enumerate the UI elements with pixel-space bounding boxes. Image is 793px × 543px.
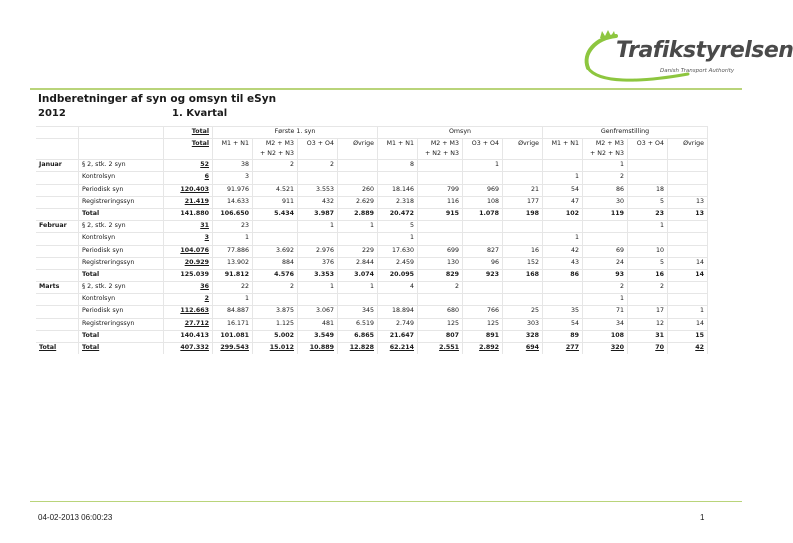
- header-group-genfremstilling: Genfremstilling: [543, 127, 708, 139]
- value-cell: 1: [543, 172, 583, 184]
- value-cell: 3.875: [253, 306, 298, 318]
- value-cell: 31: [628, 330, 668, 342]
- grand-total-cell[interactable]: 277: [543, 343, 583, 355]
- row-total[interactable]: 27.712: [164, 318, 213, 330]
- value-cell: 4.576: [253, 269, 298, 281]
- header-row-columns: [36, 139, 708, 160]
- value-cell: 915: [418, 208, 463, 220]
- value-cell: 21.647: [378, 330, 418, 342]
- trafikstyrelsen-logo: [578, 28, 793, 88]
- value-cell: [543, 221, 583, 233]
- value-cell: 5.002: [253, 330, 298, 342]
- value-cell: 1: [338, 221, 378, 233]
- value-cell: 3: [213, 172, 253, 184]
- value-cell: 5: [378, 221, 418, 233]
- value-cell: [298, 233, 338, 245]
- value-cell: 106.650: [213, 208, 253, 220]
- value-cell: [668, 160, 708, 172]
- row-total[interactable]: 3: [164, 233, 213, 245]
- header-group-omsyn: Omsyn: [378, 127, 543, 139]
- value-cell: 303: [503, 318, 543, 330]
- value-cell: 21: [503, 184, 543, 196]
- value-cell: 2: [583, 172, 628, 184]
- value-cell: 13: [668, 208, 708, 220]
- row-total[interactable]: 21.419: [164, 196, 213, 208]
- value-cell: [418, 294, 463, 306]
- value-cell: 2.629: [338, 196, 378, 208]
- value-cell: 18.894: [378, 306, 418, 318]
- subheader-ovrige: Øvrige: [668, 139, 708, 160]
- row-label: Periodisk syn: [79, 245, 164, 257]
- value-cell: [338, 172, 378, 184]
- value-cell: 345: [338, 306, 378, 318]
- value-cell: [668, 294, 708, 306]
- table-row: [36, 172, 708, 184]
- value-cell: 3.074: [338, 269, 378, 281]
- report-year: 2012: [38, 108, 66, 119]
- value-cell: [253, 294, 298, 306]
- value-cell: 71: [583, 306, 628, 318]
- value-cell: 108: [583, 330, 628, 342]
- value-cell: 15: [668, 330, 708, 342]
- value-cell: 5: [628, 257, 668, 269]
- value-cell: 54: [543, 184, 583, 196]
- value-cell: 54: [543, 318, 583, 330]
- subheader-line: + N2 + N3: [590, 150, 624, 158]
- value-cell: 1: [298, 221, 338, 233]
- row-label: Total: [79, 208, 164, 220]
- row-label: Kontrolsyn: [79, 172, 164, 184]
- value-cell: 30: [583, 196, 628, 208]
- value-cell: 2: [418, 282, 463, 294]
- row-total[interactable]: 2: [164, 294, 213, 306]
- value-cell: 3.987: [298, 208, 338, 220]
- value-cell: 12: [628, 318, 668, 330]
- subheader-ovrige: Øvrige: [503, 139, 543, 160]
- value-cell: 6.865: [338, 330, 378, 342]
- subheader-m1n1: M1 + N1: [378, 139, 418, 160]
- value-cell: 14: [668, 318, 708, 330]
- table-row: [36, 184, 708, 196]
- value-cell: [418, 160, 463, 172]
- document-title: Indberetninger af syn og omsyn til eSyn: [38, 93, 277, 105]
- value-cell: [583, 233, 628, 245]
- value-cell: 260: [338, 184, 378, 196]
- value-cell: 42: [543, 245, 583, 257]
- grand-total-cell[interactable]: 70: [628, 343, 668, 355]
- value-cell: 77.886: [213, 245, 253, 257]
- value-cell: [338, 160, 378, 172]
- value-cell: 1.078: [463, 208, 503, 220]
- value-cell: 8: [378, 160, 418, 172]
- value-cell: [503, 160, 543, 172]
- value-cell: [463, 294, 503, 306]
- value-cell: 130: [418, 257, 463, 269]
- value-cell: 1: [213, 233, 253, 245]
- value-cell: 17: [628, 306, 668, 318]
- value-cell: 699: [418, 245, 463, 257]
- row-label: Registreringssyn: [79, 257, 164, 269]
- value-cell: 116: [418, 196, 463, 208]
- table-row: [36, 245, 708, 257]
- logo-name: Trafikstyrelsen: [616, 38, 793, 63]
- table-row: [36, 221, 708, 233]
- value-cell: 69: [583, 245, 628, 257]
- grand-total-cell[interactable]: 2.551: [418, 343, 463, 355]
- value-cell: 4: [378, 282, 418, 294]
- value-cell: 799: [418, 184, 463, 196]
- table-row: [36, 196, 708, 208]
- footer-divider: [30, 501, 742, 502]
- page-number: 1: [700, 513, 705, 522]
- row-label: § 2, stk. 2 syn: [79, 282, 164, 294]
- row-label: Kontrolsyn: [79, 233, 164, 245]
- value-cell: 2.749: [378, 318, 418, 330]
- grand-total-cell[interactable]: 694: [503, 343, 543, 355]
- value-cell: 680: [418, 306, 463, 318]
- month-label: Februar: [36, 221, 79, 233]
- value-cell: 3.353: [298, 269, 338, 281]
- value-cell: 102: [543, 208, 583, 220]
- grand-total-row: [36, 343, 708, 355]
- value-cell: [463, 282, 503, 294]
- value-cell: [503, 294, 543, 306]
- value-cell: [418, 221, 463, 233]
- row-total[interactable]: 6: [164, 172, 213, 184]
- value-cell: 884: [253, 257, 298, 269]
- value-cell: 16.171: [213, 318, 253, 330]
- value-cell: 89: [543, 330, 583, 342]
- footer-timestamp: 04-02-2013 06:00:23: [38, 513, 113, 522]
- row-label: Total: [79, 330, 164, 342]
- value-cell: 119: [583, 208, 628, 220]
- inspection-report-table: [36, 126, 708, 354]
- table-row: [36, 294, 708, 306]
- value-cell: 91.976: [213, 184, 253, 196]
- subheader-line: + N2 + N3: [260, 150, 294, 158]
- value-cell: 22: [213, 282, 253, 294]
- logo-subtitle: Danish Transport Authority: [660, 68, 735, 74]
- value-cell: 2.844: [338, 257, 378, 269]
- value-cell: [668, 221, 708, 233]
- value-cell: 891: [463, 330, 503, 342]
- grand-total-cell[interactable]: 2.892: [463, 343, 503, 355]
- value-cell: [253, 233, 298, 245]
- value-cell: 168: [503, 269, 543, 281]
- value-cell: 198: [503, 208, 543, 220]
- row-label: Periodisk syn: [79, 184, 164, 196]
- header-divider: [30, 88, 742, 90]
- row-label: Total: [79, 269, 164, 281]
- value-cell: 2: [298, 160, 338, 172]
- value-cell: 328: [503, 330, 543, 342]
- value-cell: 1: [338, 282, 378, 294]
- row-total[interactable]: 20.929: [164, 257, 213, 269]
- row-label: § 2, stk. 2 syn: [79, 160, 164, 172]
- value-cell: 177: [503, 196, 543, 208]
- value-cell: 25: [503, 306, 543, 318]
- value-cell: 108: [463, 196, 503, 208]
- value-cell: 101.081: [213, 330, 253, 342]
- value-cell: 14.633: [213, 196, 253, 208]
- grand-total-value[interactable]: 407.332: [164, 343, 213, 355]
- subheader-total: Total: [164, 139, 213, 160]
- value-cell: [628, 172, 668, 184]
- subheader-m2m3-n2n3: [253, 139, 298, 160]
- value-cell: [543, 282, 583, 294]
- value-cell: [628, 160, 668, 172]
- value-cell: [338, 233, 378, 245]
- row-label: Periodisk syn: [79, 306, 164, 318]
- row-total: 141.880: [164, 208, 213, 220]
- row-label: § 2, stk. 2 syn: [79, 221, 164, 233]
- value-cell: 17.630: [378, 245, 418, 257]
- value-cell: 2.459: [378, 257, 418, 269]
- value-cell: 18.146: [378, 184, 418, 196]
- value-cell: 6.519: [338, 318, 378, 330]
- value-cell: 16: [503, 245, 543, 257]
- value-cell: 3.553: [298, 184, 338, 196]
- value-cell: 20.095: [378, 269, 418, 281]
- value-cell: [503, 233, 543, 245]
- value-cell: 1: [298, 282, 338, 294]
- value-cell: [418, 172, 463, 184]
- value-cell: 376: [298, 257, 338, 269]
- value-cell: [628, 294, 668, 306]
- subheader-line: M2 + M3: [430, 140, 459, 148]
- value-cell: 152: [503, 257, 543, 269]
- value-cell: [503, 221, 543, 233]
- row-total[interactable]: 112.663: [164, 306, 213, 318]
- value-cell: 43: [543, 257, 583, 269]
- grand-total-cell[interactable]: 12.828: [338, 343, 378, 355]
- value-cell: 4.521: [253, 184, 298, 196]
- value-cell: 1: [668, 306, 708, 318]
- value-cell: [463, 172, 503, 184]
- subheader-line: M2 + M3: [595, 140, 624, 148]
- value-cell: [298, 294, 338, 306]
- month-label: Januar: [36, 160, 79, 172]
- subheader-o3o4: O3 + O4: [463, 139, 503, 160]
- row-total[interactable]: 120.403: [164, 184, 213, 196]
- value-cell: 125: [418, 318, 463, 330]
- subheader-line: + N2 + N3: [425, 150, 459, 158]
- table-row: [36, 318, 708, 330]
- row-label: Registreringssyn: [79, 196, 164, 208]
- header-total: Total: [164, 127, 213, 139]
- value-cell: 24: [583, 257, 628, 269]
- value-cell: [543, 160, 583, 172]
- value-cell: 35: [543, 306, 583, 318]
- value-cell: [628, 233, 668, 245]
- value-cell: 827: [463, 245, 503, 257]
- value-cell: 3.692: [253, 245, 298, 257]
- value-cell: 923: [463, 269, 503, 281]
- value-cell: [503, 172, 543, 184]
- value-cell: [668, 184, 708, 196]
- value-cell: [298, 172, 338, 184]
- table-row: [36, 282, 708, 294]
- table-row: [36, 160, 708, 172]
- value-cell: 14: [668, 269, 708, 281]
- value-cell: 229: [338, 245, 378, 257]
- value-cell: 3.067: [298, 306, 338, 318]
- value-cell: [418, 233, 463, 245]
- value-cell: 1: [583, 160, 628, 172]
- value-cell: 969: [463, 184, 503, 196]
- value-cell: 1: [213, 294, 253, 306]
- subheader-m2m3-n2n3: [583, 139, 628, 160]
- table-row: [36, 208, 708, 220]
- value-cell: 18: [628, 184, 668, 196]
- value-cell: [503, 282, 543, 294]
- row-label: Kontrolsyn: [79, 294, 164, 306]
- value-cell: 2: [583, 282, 628, 294]
- table-row: [36, 257, 708, 269]
- value-cell: [463, 233, 503, 245]
- value-cell: 829: [418, 269, 463, 281]
- value-cell: [668, 245, 708, 257]
- header-group-first-syn: Første 1. syn: [213, 127, 378, 139]
- value-cell: 38: [213, 160, 253, 172]
- value-cell: 86: [583, 184, 628, 196]
- value-cell: [378, 294, 418, 306]
- value-cell: 5: [628, 196, 668, 208]
- value-cell: 14: [668, 257, 708, 269]
- value-cell: 125: [463, 318, 503, 330]
- value-cell: [668, 233, 708, 245]
- value-cell: 1.125: [253, 318, 298, 330]
- month-label: Marts: [36, 282, 79, 294]
- row-total: 140.413: [164, 330, 213, 342]
- value-cell: 766: [463, 306, 503, 318]
- value-cell: 23: [213, 221, 253, 233]
- value-cell: 34: [583, 318, 628, 330]
- value-cell: 481: [298, 318, 338, 330]
- subheader-m2m3-n2n3: [418, 139, 463, 160]
- value-cell: [338, 294, 378, 306]
- value-cell: 2.889: [338, 208, 378, 220]
- value-cell: 13: [668, 196, 708, 208]
- table-row: [36, 233, 708, 245]
- grand-total-cell[interactable]: 10.889: [298, 343, 338, 355]
- value-cell: [668, 172, 708, 184]
- table-row: [36, 306, 708, 318]
- value-cell: [463, 221, 503, 233]
- value-cell: [668, 282, 708, 294]
- grand-total-month-label[interactable]: Total: [36, 343, 79, 355]
- value-cell: 5.434: [253, 208, 298, 220]
- row-label: Registreringssyn: [79, 318, 164, 330]
- value-cell: [253, 172, 298, 184]
- value-cell: [253, 221, 298, 233]
- subheader-m1n1: M1 + N1: [543, 139, 583, 160]
- value-cell: 1: [378, 233, 418, 245]
- table-row: [36, 330, 708, 342]
- row-total[interactable]: 104.076: [164, 245, 213, 257]
- grand-total-cell[interactable]: 15.012: [253, 343, 298, 355]
- grand-total-cell[interactable]: 62.214: [378, 343, 418, 355]
- report-period: 1. Kvartal: [172, 108, 228, 119]
- value-cell: 20.472: [378, 208, 418, 220]
- value-cell: 432: [298, 196, 338, 208]
- header-row-groups: [36, 127, 708, 139]
- value-cell: 2.976: [298, 245, 338, 257]
- value-cell: 10: [628, 245, 668, 257]
- row-total[interactable]: 52: [164, 160, 213, 172]
- value-cell: 911: [253, 196, 298, 208]
- value-cell: 16: [628, 269, 668, 281]
- row-total[interactable]: 31: [164, 221, 213, 233]
- value-cell: 96: [463, 257, 503, 269]
- subheader-ovrige: Øvrige: [338, 139, 378, 160]
- row-total[interactable]: 36: [164, 282, 213, 294]
- value-cell: [378, 172, 418, 184]
- value-cell: 93: [583, 269, 628, 281]
- value-cell: 2: [253, 160, 298, 172]
- value-cell: 1: [583, 294, 628, 306]
- value-cell: 2: [253, 282, 298, 294]
- subheader-o3o4: O3 + O4: [298, 139, 338, 160]
- grand-total-cell[interactable]: 299.543: [213, 343, 253, 355]
- value-cell: 807: [418, 330, 463, 342]
- value-cell: 13.902: [213, 257, 253, 269]
- value-cell: 23: [628, 208, 668, 220]
- value-cell: 84.887: [213, 306, 253, 318]
- table-row: [36, 269, 708, 281]
- row-total: 125.039: [164, 269, 213, 281]
- value-cell: 1: [628, 221, 668, 233]
- grand-total-cell[interactable]: 320: [583, 343, 628, 355]
- subheader-o3o4: O3 + O4: [628, 139, 668, 160]
- value-cell: 3.549: [298, 330, 338, 342]
- grand-total-cell[interactable]: 42: [668, 343, 708, 355]
- value-cell: 2: [628, 282, 668, 294]
- value-cell: 1: [543, 233, 583, 245]
- subheader-m1n1: M1 + N1: [213, 139, 253, 160]
- value-cell: 2.318: [378, 196, 418, 208]
- value-cell: 91.812: [213, 269, 253, 281]
- value-cell: 1: [463, 160, 503, 172]
- value-cell: [543, 294, 583, 306]
- value-cell: 47: [543, 196, 583, 208]
- value-cell: 86: [543, 269, 583, 281]
- value-cell: [583, 221, 628, 233]
- subheader-line: M2 + M3: [265, 140, 294, 148]
- grand-total-label[interactable]: Total: [79, 343, 164, 355]
